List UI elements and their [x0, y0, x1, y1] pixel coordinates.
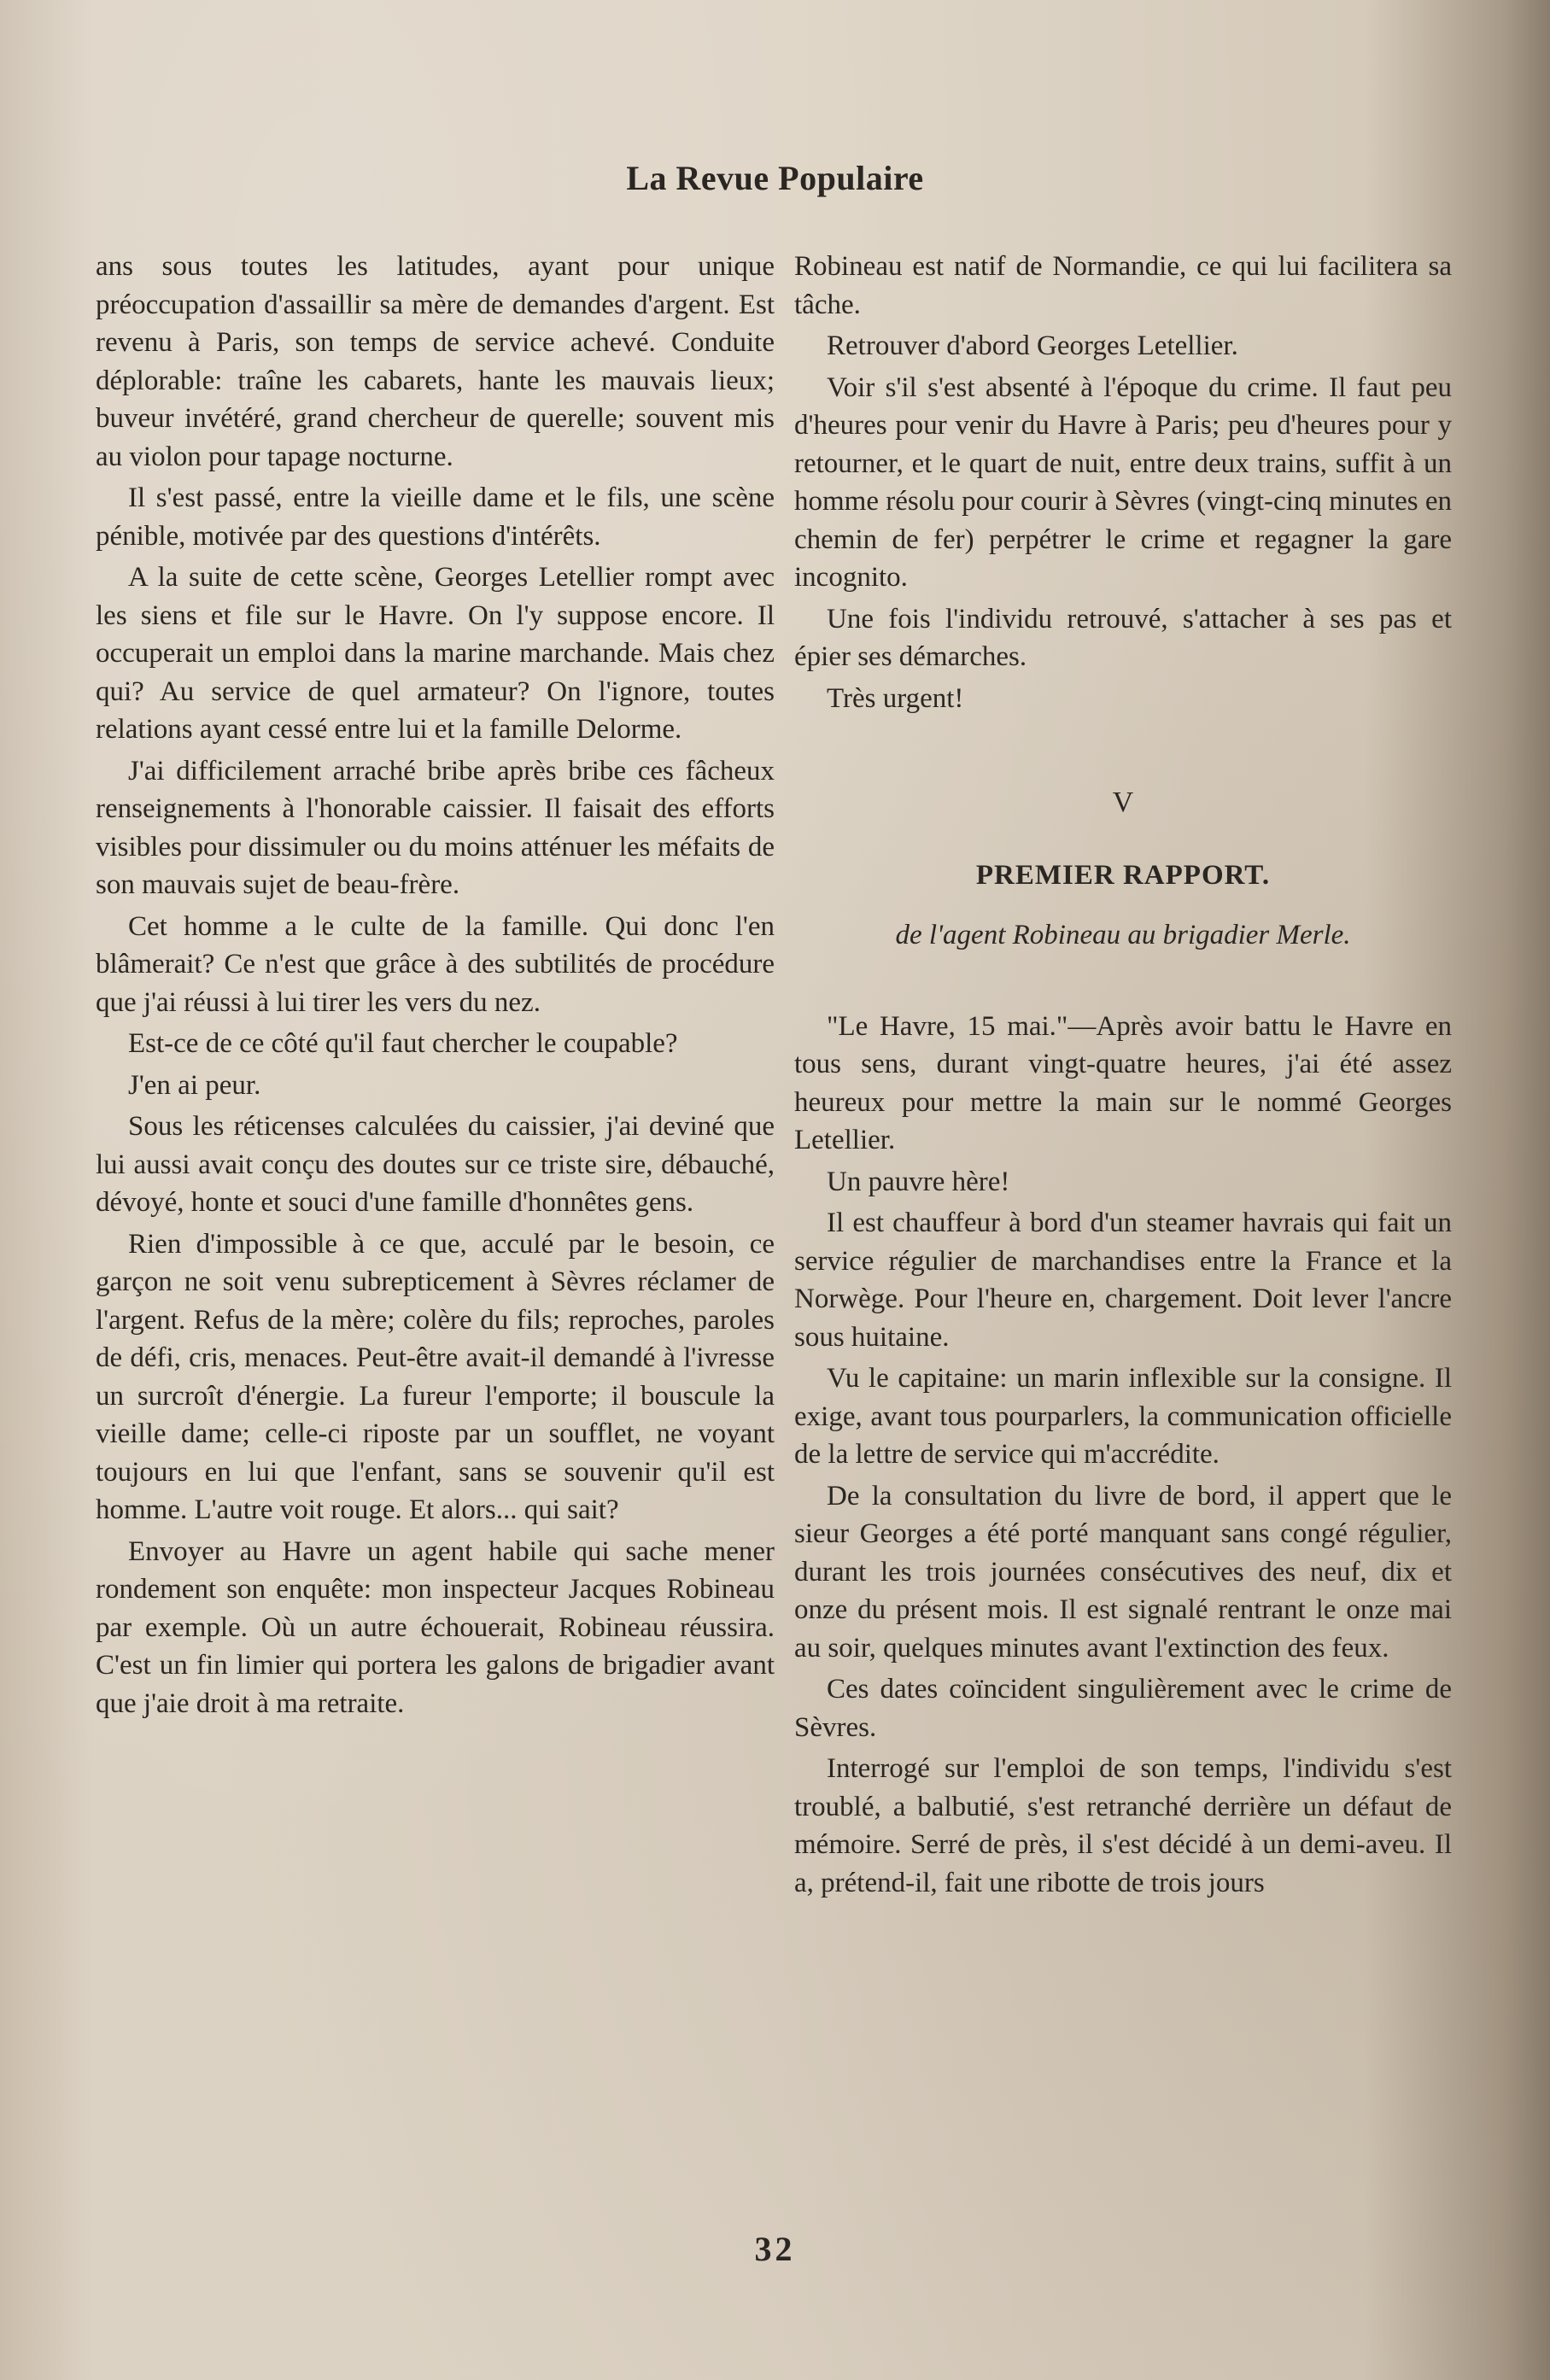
paragraph: Sous les réticenses calculées du caissier, j'ai deviné que lui aussi avait conçu des doutes sur ce triste sire, débauché, dévoyé, honte et souci d'une famille d'honnêtes gens. [96, 1111, 775, 1218]
chapter-subtitle: de l'agent Robineau au brigadier Merle. [895, 920, 1351, 950]
paragraph: Rien d'impossible à ce que, acculé par le besoin, ce garçon ne soit venu subrepticement à Sèvres réclamer de l'argent. Refus de la mère; colère du fils; reproches, paroles de défi, cris, menaces. Peut-être avait-il demandé à l'ivresse un surcroît d'énergie. La fureur l'emporte; il bouscule la vieille dame; celle-ci riposte par un soufflet, ne voyant toujours en lui que l'enfant, sans se souvenir qu'il est homme. L'autre voit rouge. Et alors... qui sait? [96, 1228, 775, 1525]
chapter-title: PREMIER RAPPORT. [975, 859, 1271, 891]
paragraph: Il est chauffeur à bord d'un steamer havrais qui fait un service régulier de marchandises entre la France et la Norwège. Pour l'heure en, chargement. Doit lever l'ancre sous huitaine. [794, 1208, 1452, 1353]
paragraph: Ces dates coïncident singulièrement avec le crime de Sèvres. [794, 1674, 1452, 1743]
paragraph: "Le Havre, 15 mai."—Après avoir battu le Havre en tous sens, durant vingt-quatre heures, j'ai été assez heureux pour mettre la main sur le nommé Georges Letellier. [794, 1010, 1452, 1155]
paragraph: ans sous toutes les latitudes, ayant pour unique préoccupation d'assaillir sa mère de demandes d'argent. Est revenu à Paris, son temps de service achevé. Conduite déplorable: traîne les cabarets, hante les mauvais lieux; buveur invétéré, grand chercheur de querelle; souvent mis au violon pour tapage nocturne. [96, 251, 775, 472]
paragraph: Très urgent! [827, 682, 964, 714]
running-head: La Revue Populaire [626, 159, 924, 197]
paragraph: Voir s'il s'est absenté à l'époque du crime. Il faut peu d'heures pour venir du Havre à Paris; peu d'heures pour y retourner, et le quart de nuit, entre deux trains, suffit à un homme résolu pour courir à Sèvres (vingt-cinq minutes en chemin de fer) perpétrer le crime et regagner la gare incognito. [794, 371, 1452, 593]
paragraph: Il s'est passé, entre la vieille dame et le fils, une scène pénible, motivée par des questions d'intérêts. [96, 482, 775, 552]
paragraph: J'en ai peur. [128, 1069, 261, 1101]
paragraph: Envoyer au Havre un agent habile qui sache mener rondement son enquête: mon inspecteur Jacques Robineau par exemple. Où un autre échouerait, Robineau réussira. C'est un fin limier qui portera les galons de brigadier avant que j'aie droit à ma retraite. [96, 1535, 775, 1719]
paragraph: J'ai difficilement arraché bribe après bribe ces fâcheux renseignements à l'honorable caissier. Il faisait des efforts visibles pour dissimuler ou du moins atténuer les méfaits de son mauvais sujet de beau-frère. [96, 755, 775, 900]
paragraph: Une fois l'individu retrouvé, s'attacher à ses pas et épier ses démarches. [794, 603, 1452, 672]
paragraph: Robineau est natif de Normandie, ce qui lui facilitera sa tâche. [794, 251, 1452, 320]
paragraph: Vu le capitaine: un marin inflexible sur la consigne. Il exige, avant tous pourparlers, la communication officielle de la lettre de service qui m'accrédite. [794, 1363, 1452, 1470]
paragraph: Interrogé sur l'emploi de son temps, l'individu s'est troublé, a balbutié, s'est retranché derrière un défaut de mémoire. Serré de près, il s'est décidé à un demi-aveu. Il a, prétend-il, fait une ribotte de trois jours [794, 1753, 1452, 1898]
right-column [794, 248, 1452, 1905]
paragraph: Retrouver d'abord Georges Letellier. [827, 330, 1238, 361]
paragraph: Cet homme a le culte de la famille. Qui donc l'en blâmerait? Ce n'est que grâce à des subtilités de procédure que j'ai réussi à lui tirer les vers du nez. [96, 910, 775, 1018]
paragraph: Est-ce de ce côté qu'il faut chercher le coupable? [128, 1028, 678, 1059]
left-column [96, 248, 775, 1726]
paragraph: Un pauvre hère! [827, 1166, 1010, 1197]
chapter-number: V [1112, 787, 1134, 818]
paragraph: De la consultation du livre de bord, il appert que le sieur Georges a été porté manquant sans congé régulier, durant les trois journées consécutives des neuf, dix et onze du présent mois. Il est signalé rentrant le onze mai au soir, quelques minutes avant l'extinction des feux. [794, 1480, 1452, 1664]
paragraph: A la suite de cette scène, Georges Letellier rompt avec les siens et file sur le Havre. On l'y suppose encore. Il occuperait un emploi dans la marine marchande. Mais chez qui? Au service de quel armateur? On l'ignore, toutes relations ayant cessé entre lui et la famille Delorme. [96, 562, 775, 745]
page-number: 32 [754, 2230, 796, 2268]
